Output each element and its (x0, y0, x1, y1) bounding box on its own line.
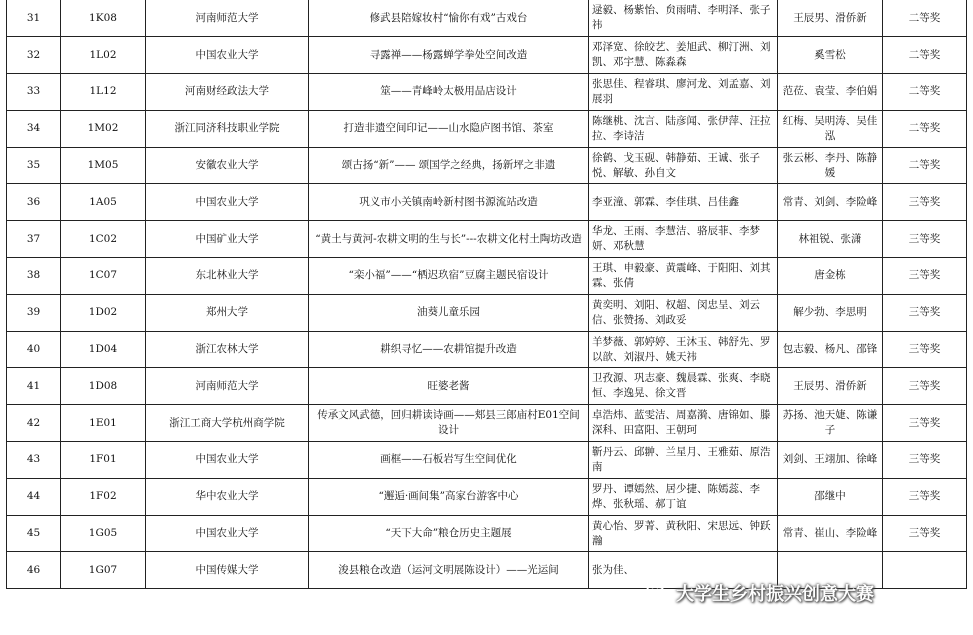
cell-project-title: 打造非遗空间印记——山水隐庐图书馆、茶室 (309, 110, 589, 147)
cell-number: 36 (7, 184, 61, 221)
cell-advisor: 常青、崔山、李险峰 (778, 515, 883, 552)
cell-project-title: 油葵儿童乐园 (309, 294, 589, 331)
cell-members: 黄奕明、刘阳、权超、闵忠呈、刘云信、张赞扬、刘政妥 (589, 294, 778, 331)
cell-code: 1D08 (61, 368, 146, 405)
cell-advisor: 张云彬、李丹、陈静媛 (778, 147, 883, 184)
cell-award (883, 552, 967, 589)
cell-code: 1G07 (61, 552, 146, 589)
watermark-text: 大学生乡村振兴创意大赛 (676, 584, 874, 605)
cell-award: 三等奖 (883, 368, 967, 405)
cell-members: 徐鹤、戈玉砚、韩静茹、王诚、张子悦、解敏、孙自文 (589, 147, 778, 184)
cell-number: 44 (7, 478, 61, 515)
cell-award: 二等奖 (883, 74, 967, 111)
cell-code: 1C07 (61, 258, 146, 295)
cell-award: 二等奖 (883, 110, 967, 147)
table-row (7, 184, 967, 221)
cell-project-title: “邂逅·画间集”高家台游客中心 (309, 478, 589, 515)
cell-code: 1M02 (61, 110, 146, 147)
wechat-icon (646, 583, 670, 603)
cell-number: 37 (7, 221, 61, 258)
cell-school: 浙江工商大学杭州商学院 (146, 405, 309, 442)
cell-school: 东北林业大学 (146, 258, 309, 295)
cell-school: 河南财经政法大学 (146, 74, 309, 111)
cell-code: 1A05 (61, 184, 146, 221)
cell-award: 三等奖 (883, 442, 967, 479)
cell-number: 39 (7, 294, 61, 331)
cell-school: 中国传媒大学 (146, 552, 309, 589)
cell-project-title: 巩义市小关镇南岭新村图书源流站改造 (309, 184, 589, 221)
cell-members: 邓泽宽、徐皎艺、姜旭武、柳汀洲、刘凯、邓宇慧、陈淼森 (589, 37, 778, 74)
cell-members: 卓浩炜、蓝雯洁、周嘉漪、唐锦如、滕深科、田富阳、王朝珂 (589, 405, 778, 442)
awards-table-body (7, 0, 967, 589)
table-row (7, 478, 967, 515)
cell-project-title: 寻露禅——杨露蝉学拳处空间改造 (309, 37, 589, 74)
table-row (7, 442, 967, 479)
cell-number: 31 (7, 0, 61, 37)
cell-school: 浙江农林大学 (146, 331, 309, 368)
cell-members: 卫孜源、巩志豪、魏晨霖、张爽、李晓恒、李逸晃、徐文晋 (589, 368, 778, 405)
cell-advisor: 常青、刘剑、李险峰 (778, 184, 883, 221)
cell-award: 三等奖 (883, 294, 967, 331)
cell-project-title: 传承文风武德，回归耕读诗画——郏县三郎庙村E01空间设计 (309, 405, 589, 442)
cell-school: 华中农业大学 (146, 478, 309, 515)
cell-number: 32 (7, 37, 61, 74)
cell-advisor: 苏扬、池天婕、陈谦子 (778, 405, 883, 442)
cell-members: 华龙、王雨、李慧洁、骆辰菲、李梦妍、邓秋慧 (589, 221, 778, 258)
table-row (7, 331, 967, 368)
cell-number: 43 (7, 442, 61, 479)
cell-project-title: 筮——青峰岭太极用品店设计 (309, 74, 589, 111)
cell-school: 中国农业大学 (146, 37, 309, 74)
cell-members: 王琪、申毅豪、黄震峰、于阳阳、刘其霖、张倩 (589, 258, 778, 295)
cell-code: 1L02 (61, 37, 146, 74)
cell-project-title: 浚县粮仓改造（运河文明展陈设计）——光运间 (309, 552, 589, 589)
cell-members: 逯毅、杨紫怡、贠雨晴、李明泽、张子祎 (589, 0, 778, 37)
cell-school: 中国矿业大学 (146, 221, 309, 258)
cell-award: 三等奖 (883, 478, 967, 515)
cell-advisor: 包志毅、杨凡、邵锋 (778, 331, 883, 368)
cell-advisor: 解少勃、李思明 (778, 294, 883, 331)
cell-award: 三等奖 (883, 221, 967, 258)
table-row (7, 368, 967, 405)
cell-advisor: 唐金栋 (778, 258, 883, 295)
cell-number: 33 (7, 74, 61, 111)
cell-advisor: 奚雪松 (778, 37, 883, 74)
cell-advisor: 范莅、袁莹、李伯娟 (778, 74, 883, 111)
table-row (7, 147, 967, 184)
cell-award: 三等奖 (883, 184, 967, 221)
cell-project-title: 旺婆老酱 (309, 368, 589, 405)
cell-number: 45 (7, 515, 61, 552)
cell-number: 38 (7, 258, 61, 295)
table-row (7, 515, 967, 552)
table-row (7, 110, 967, 147)
watermark (646, 580, 874, 606)
cell-code: 1G05 (61, 515, 146, 552)
awards-table (6, 0, 967, 589)
cell-project-title: 画框——石板岩写生空间优化 (309, 442, 589, 479)
cell-award: 二等奖 (883, 0, 967, 37)
cell-members: 黄心怡、罗菁、黄秋阳、宋思远、钟跃瀚 (589, 515, 778, 552)
table-row (7, 37, 967, 74)
cell-members: 罗丹、谭嫣然、居少捷、陈嫣蕊、李烨、张秋瑶、郝丁谊 (589, 478, 778, 515)
table-row (7, 405, 967, 442)
cell-code: 1M05 (61, 147, 146, 184)
cell-school: 安徽农业大学 (146, 147, 309, 184)
cell-school: 浙江同济科技职业学院 (146, 110, 309, 147)
table-row (7, 294, 967, 331)
cell-code: 1D04 (61, 331, 146, 368)
cell-code: 1E01 (61, 405, 146, 442)
cell-code: 1F02 (61, 478, 146, 515)
cell-advisor: 王辰男、滑侨新 (778, 368, 883, 405)
cell-number: 34 (7, 110, 61, 147)
cell-advisor: 邵继中 (778, 478, 883, 515)
cell-project-title: “天下大命”粮仓历史主题展 (309, 515, 589, 552)
cell-award: 三等奖 (883, 258, 967, 295)
cell-code: 1F01 (61, 442, 146, 479)
cell-members: 张思佳、程睿琪、廖河龙、刘孟嘉、刘展羽 (589, 74, 778, 111)
cell-award: 二等奖 (883, 37, 967, 74)
cell-number: 40 (7, 331, 61, 368)
cell-award: 二等奖 (883, 147, 967, 184)
cell-number: 46 (7, 552, 61, 589)
cell-school: 河南师范大学 (146, 0, 309, 37)
cell-members: 羊梦薇、郭婷婷、王沐玉、韩舒先、罗以歆、刘淑丹、姚天祎 (589, 331, 778, 368)
cell-advisor: 红梅、吴明涛、吴佳泓 (778, 110, 883, 147)
cell-school: 中国农业大学 (146, 442, 309, 479)
cell-code: 1L12 (61, 74, 146, 111)
cell-code: 1C02 (61, 221, 146, 258)
cell-members: 李亚潼、郭霖、李佳琪、吕佳鑫 (589, 184, 778, 221)
cell-project-title: 耕织寻忆——农耕馆提升改造 (309, 331, 589, 368)
cell-code: 1D02 (61, 294, 146, 331)
cell-project-title: “栾小福”——“栖迟玖宿”豆腐主题民宿设计 (309, 258, 589, 295)
cell-advisor: 林祖锐、张潇 (778, 221, 883, 258)
cell-number: 42 (7, 405, 61, 442)
cell-project-title: 颂古扬“新”—— 颂国学之经典，扬新坪之非遗 (309, 147, 589, 184)
cell-school: 河南师范大学 (146, 368, 309, 405)
table-row (7, 74, 967, 111)
cell-members: 张为佳、 (589, 552, 778, 589)
cell-advisor: 王辰男、滑侨新 (778, 0, 883, 37)
cell-school: 中国农业大学 (146, 515, 309, 552)
cell-project-title: 修武县陪嫁妆村“愉你有戏”古戏台 (309, 0, 589, 37)
table-row (7, 221, 967, 258)
cell-number: 35 (7, 147, 61, 184)
cell-advisor: 刘剑、王翊加、徐峰 (778, 442, 883, 479)
cell-members: 陈继桃、沈言、陆彦闻、张伊萍、汪拉拉、李诗洁 (589, 110, 778, 147)
cell-code: 1K08 (61, 0, 146, 37)
cell-project-title: “黄土与黄河-农耕文明的生与长”---农耕文化村土陶坊改造 (309, 221, 589, 258)
cell-award: 三等奖 (883, 405, 967, 442)
table-row (7, 0, 967, 37)
cell-school: 中国农业大学 (146, 184, 309, 221)
table-row (7, 258, 967, 295)
cell-school: 郑州大学 (146, 294, 309, 331)
cell-award: 三等奖 (883, 515, 967, 552)
cell-members: 靳丹云、邱翀、兰星月、王雅茹、原浩南 (589, 442, 778, 479)
cell-award: 三等奖 (883, 331, 967, 368)
cell-number: 41 (7, 368, 61, 405)
